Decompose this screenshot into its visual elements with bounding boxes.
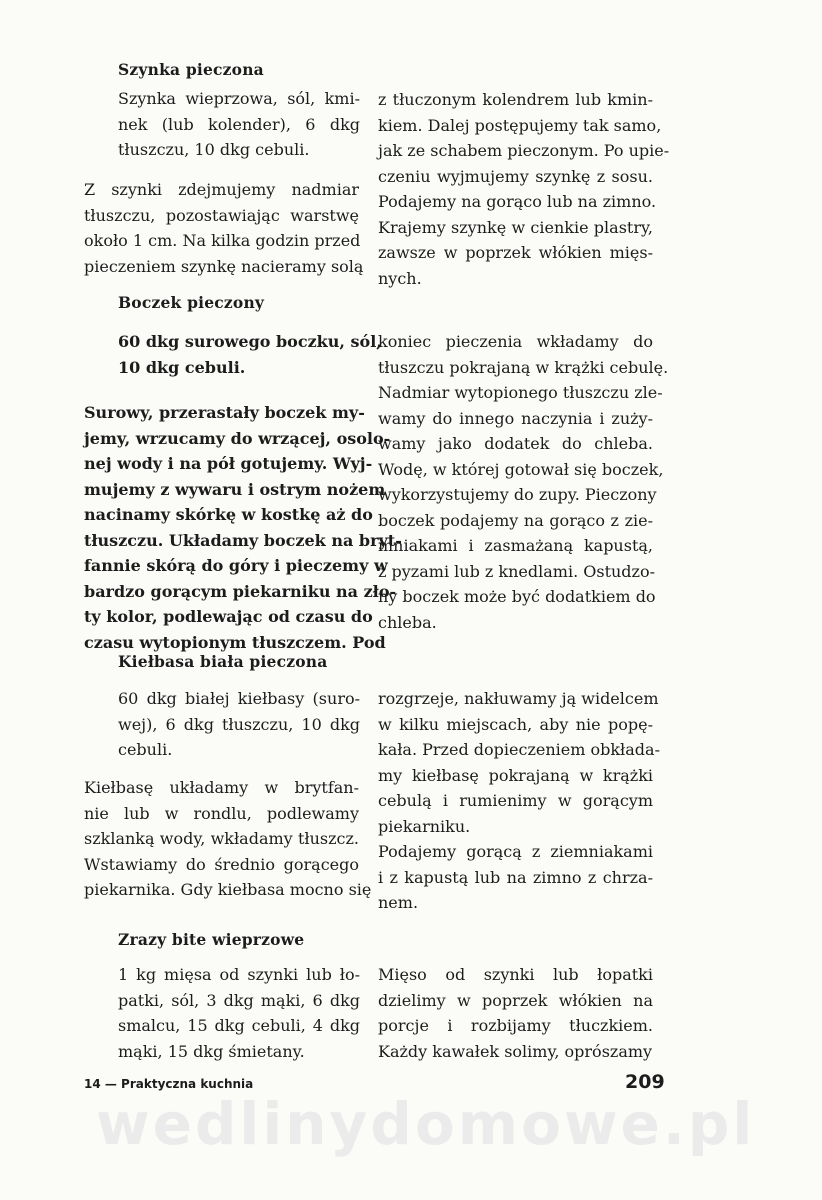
footer-book-title: 14 — Praktyczna kuchnia bbox=[84, 1077, 254, 1091]
text-line: tłuszczu, 10 dkg cebuli. bbox=[118, 140, 310, 159]
text-line: cebulą i rumienimy w gorącym bbox=[378, 791, 653, 810]
text-line: kiem. Dalej postępujemy tak samo, bbox=[378, 115, 662, 135]
text-line: nacinamy skórkę w kostkę aż do bbox=[84, 505, 373, 524]
text-line: wamy do innego naczynia i zuży- bbox=[378, 408, 653, 428]
text-line: jemy, wrzucamy do wrzącej, osolo- bbox=[84, 428, 391, 448]
recipe-title: Szynka pieczona bbox=[118, 60, 264, 79]
text-line: Kiełbasę układamy w brytfan- bbox=[84, 778, 359, 797]
text-line: my kiełbasę pokrajaną w krążki bbox=[378, 765, 653, 785]
recipe-text-left bbox=[84, 775, 372, 903]
recipe-title: Boczek pieczony bbox=[118, 293, 265, 312]
text-line: Szynka wieprzowa, sól, kmi- bbox=[118, 89, 360, 108]
text-line: fannie skórą do góry i pieczemy w bbox=[84, 556, 388, 575]
recipe-text-left bbox=[84, 400, 402, 655]
text-line: nej wody i na pół gotujemy. Wyj- bbox=[84, 454, 373, 473]
recipe-text-right bbox=[378, 329, 669, 635]
text-line: wamy jako dodatek do chleba. bbox=[378, 434, 653, 453]
recipe-text-left bbox=[84, 177, 364, 279]
ingredients bbox=[118, 962, 360, 1064]
ingredients bbox=[118, 86, 360, 163]
text-line: i z kapustą lub na zimno z chrza- bbox=[378, 867, 653, 887]
text-line: rozgrzeje, nakłuwamy ją widelcem bbox=[378, 689, 659, 708]
text-line: tłuszczu. Układamy boczek na bryt- bbox=[84, 530, 402, 550]
text-line: jak ze schabem pieczonym. Po upie- bbox=[378, 141, 670, 160]
text-line: szklanką wody, wkładamy tłuszcz. bbox=[84, 829, 359, 848]
text-line: nek (lub kolender), 6 dkg bbox=[118, 114, 360, 134]
text-line: 1 kg mięsa od szynki lub ło- bbox=[118, 965, 360, 984]
recipe-text-right bbox=[378, 87, 670, 291]
text-line: koniec pieczenia wkładamy do bbox=[378, 332, 653, 351]
text-line: chleba. bbox=[378, 612, 437, 632]
text-line: Mięso od szynki lub łopatki bbox=[378, 965, 653, 984]
text-line: mujemy z wywaru i ostrym nożem bbox=[84, 479, 386, 499]
text-line: Nadmiar wytopionego tłuszczu zle- bbox=[378, 383, 663, 402]
text-line: zawsze w poprzek włókien mięs- bbox=[378, 243, 653, 262]
recipe-title: Zrazy bite wieprzowe bbox=[118, 930, 305, 949]
text-line: porcje i rozbijamy tłuczkiem. bbox=[378, 1016, 653, 1035]
text-line: dzielimy w poprzek włókien na bbox=[378, 990, 653, 1010]
text-line: tłuszczu pokrajaną w krążki cebulę. bbox=[378, 357, 669, 377]
text-line: smalcu, 15 dkg cebuli, 4 dkg bbox=[118, 1016, 360, 1035]
text-line: Z szynki zdejmujemy nadmiar bbox=[84, 180, 359, 199]
text-line: mniakami i zasmażaną kapustą, bbox=[378, 536, 653, 555]
text-line: nem. bbox=[378, 893, 419, 912]
text-line: ny boczek może być dodatkiem do bbox=[378, 587, 656, 606]
text-line: Krajemy szynkę w cienkie plastry, bbox=[378, 217, 653, 237]
text-line: Wstawiamy do średnio gorącego bbox=[84, 854, 359, 874]
ingredients bbox=[118, 329, 382, 380]
text-line: nych. bbox=[378, 268, 422, 288]
text-line: mąki, 15 dkg śmietany. bbox=[118, 1041, 305, 1061]
text-line: 10 dkg cebuli. bbox=[118, 357, 246, 377]
text-line: piekarnika. Gdy kiełbasa mocno się bbox=[84, 880, 372, 899]
text-line: patki, sól, 3 dkg mąki, 6 dkg bbox=[118, 990, 360, 1010]
text-line: pieczeniem szynkę nacieramy solą bbox=[84, 256, 364, 276]
text-line: czeniu wyjmujemy szynkę z sosu. bbox=[378, 166, 653, 186]
text-line: Wodę, w której gotował się boczek, bbox=[378, 459, 664, 479]
text-line: cebuli. bbox=[118, 740, 173, 759]
text-line: z tłuczonym kolendrem lub kmin- bbox=[378, 90, 653, 109]
text-line: tłuszczu, pozostawiając warstwę bbox=[84, 205, 359, 225]
recipe-text-right bbox=[378, 962, 653, 1064]
recipe-text-right bbox=[378, 686, 660, 916]
text-line: boczek podajemy na gorąco z zie- bbox=[378, 510, 653, 530]
text-line: bardzo gorącym piekarniku na zło- bbox=[84, 581, 397, 601]
text-line: w kilku miejscach, aby nie popę- bbox=[378, 714, 653, 734]
text-line: piekarniku. bbox=[378, 816, 471, 836]
text-line: wej), 6 dkg tłuszczu, 10 dkg bbox=[118, 714, 360, 734]
text-line: nie lub w rondlu, podlewamy bbox=[84, 803, 359, 823]
text-line: wykorzystujemy do zupy. Pieczony bbox=[378, 485, 657, 504]
watermark: wedlinydomowe.pl bbox=[96, 1090, 756, 1158]
text-line: Każdy kawałek solimy, oprószamy bbox=[378, 1041, 653, 1061]
text-line: 60 dkg białej kiełbasy (suro- bbox=[118, 689, 360, 708]
text-line: ty kolor, podlewając od czasu do bbox=[84, 607, 373, 626]
text-line: z pyzami lub z knedlami. Ostudzo- bbox=[378, 561, 656, 581]
text-line: około 1 cm. Na kilka godzin przed bbox=[84, 231, 361, 250]
text-line: Podajemy gorącą z ziemniakami bbox=[378, 842, 653, 861]
text-line: czasu wytopionym tłuszczem. Pod bbox=[84, 632, 386, 652]
text-line: kała. Przed dopieczeniem obkłada- bbox=[378, 740, 660, 759]
text-line: Surowy, przerastały boczek my- bbox=[84, 403, 365, 422]
recipe-title: Kiełbasa biała pieczona bbox=[118, 652, 328, 671]
page-number: 209 bbox=[625, 1071, 665, 1093]
text-line: 60 dkg surowego boczku, sól, bbox=[118, 332, 382, 351]
ingredients bbox=[118, 686, 360, 763]
text-line: Podajemy na gorąco lub na zimno. bbox=[378, 192, 657, 211]
